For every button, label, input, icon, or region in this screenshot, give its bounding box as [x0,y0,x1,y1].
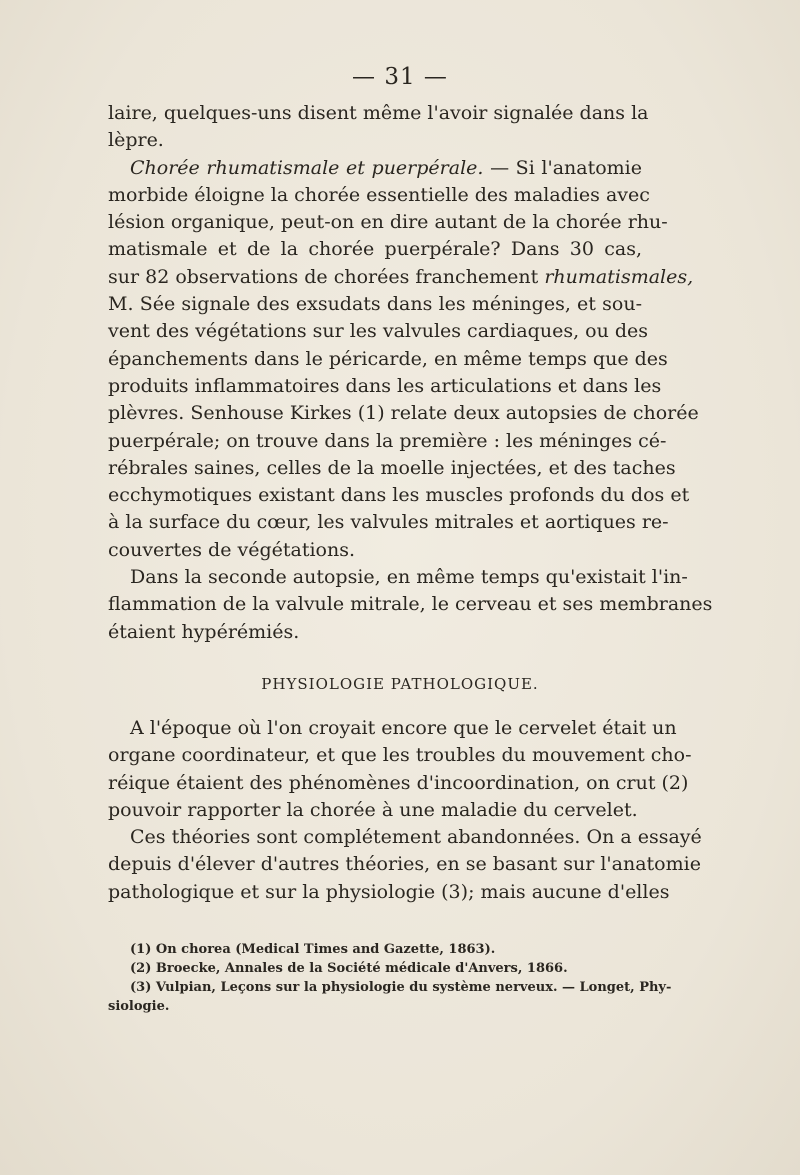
section-heading: PHYSIOLOGIE PATHOLOGIQUE. [261,675,539,693]
main-text-continued [108,715,702,906]
footnotes [108,940,672,1016]
text-line: flammation de la valvule mitrale, le cerveau et ses membranes [108,593,713,616]
main-text [108,100,713,646]
page-number: — 31 — [352,64,448,90]
text-line: couvertes de végétations. [108,538,356,561]
text-line: morbide éloigne la chorée essentielle des maladies avec [108,183,650,206]
text-line: depuis d'élever d'autres théories, en se basant sur l'anatomie [108,853,701,876]
text-line: Dans la seconde autopsie, en même temps qu'existait l'in- [130,566,688,589]
text-line: à la surface du cœur, les valvules mitrales et aortiques re- [108,511,669,534]
subsection-title: Chorée rhumatismale et puerpérale. [130,156,484,179]
text-line: épanchements dans le péricarde, en même temps que des [108,347,668,370]
text-line: vent des végétations sur les valvules cardiaques, ou des [108,320,649,343]
text-line: organe coordinateur, et que les troubles du mouvement cho- [108,744,692,767]
text-line: plèvres. Senhouse Kirkes (1) relate deux autopsies de chorée [108,402,699,425]
text-line: puerpérale; on trouve dans la première : les méninges cé- [108,429,667,452]
text-line: produits inflammatoires dans les articulations et dans les [108,374,662,397]
text-line: matismale et de la chorée puerpérale? Dans 30 cas, [108,238,642,261]
text-line: pouvoir rapporter la chorée à une maladie du cervelet. [108,798,638,821]
footnote-2: (2) Broecke, Annales de la Société médicale d'Anvers, 1866. [130,961,568,976]
text-line: M. Sée signale des exsudats dans les méninges, et sou- [108,293,642,316]
text-line: étaient hypérémiés. [108,620,300,643]
text-fragment: sur 82 observations de chorées franchement [108,265,545,288]
text-line: laire, quelques-uns disent même l'avoir signalée dans la [108,102,649,124]
footnote-1: (1) On chorea (Medical Times and Gazette, 1863). [130,942,496,957]
text-line: Ces théories sont complétement abandonnées. On a essayé [130,826,702,849]
subsection-lead [108,155,642,182]
text-line [108,264,694,291]
text-line: lèpre. [108,129,164,152]
footnote-3-continued: siologie. [108,999,170,1014]
footnote-3: (3) Vulpian, Leçons sur la physiologie du système nerveux. — Longet, Phy- [130,980,672,995]
text-line: lésion organique, peut-on en dire autant de la chorée rhu- [108,211,668,234]
italic-word: rhumatismales, [544,265,694,288]
text-line: pathologique et sur la physiologie (3); mais aucune d'elles [108,880,670,903]
text-fragment: — Si l'anatomie [483,156,642,179]
text-line: ecchymotiques existant dans les muscles profonds du dos et [108,484,690,507]
text-line: réique étaient des phénomènes d'incoordination, on crut (2) [108,771,689,794]
text-line: A l'époque où l'on croyait encore que le cervelet était un [130,717,677,739]
text-line: rébrales saines, celles de la moelle injectées, et des taches [108,456,676,479]
